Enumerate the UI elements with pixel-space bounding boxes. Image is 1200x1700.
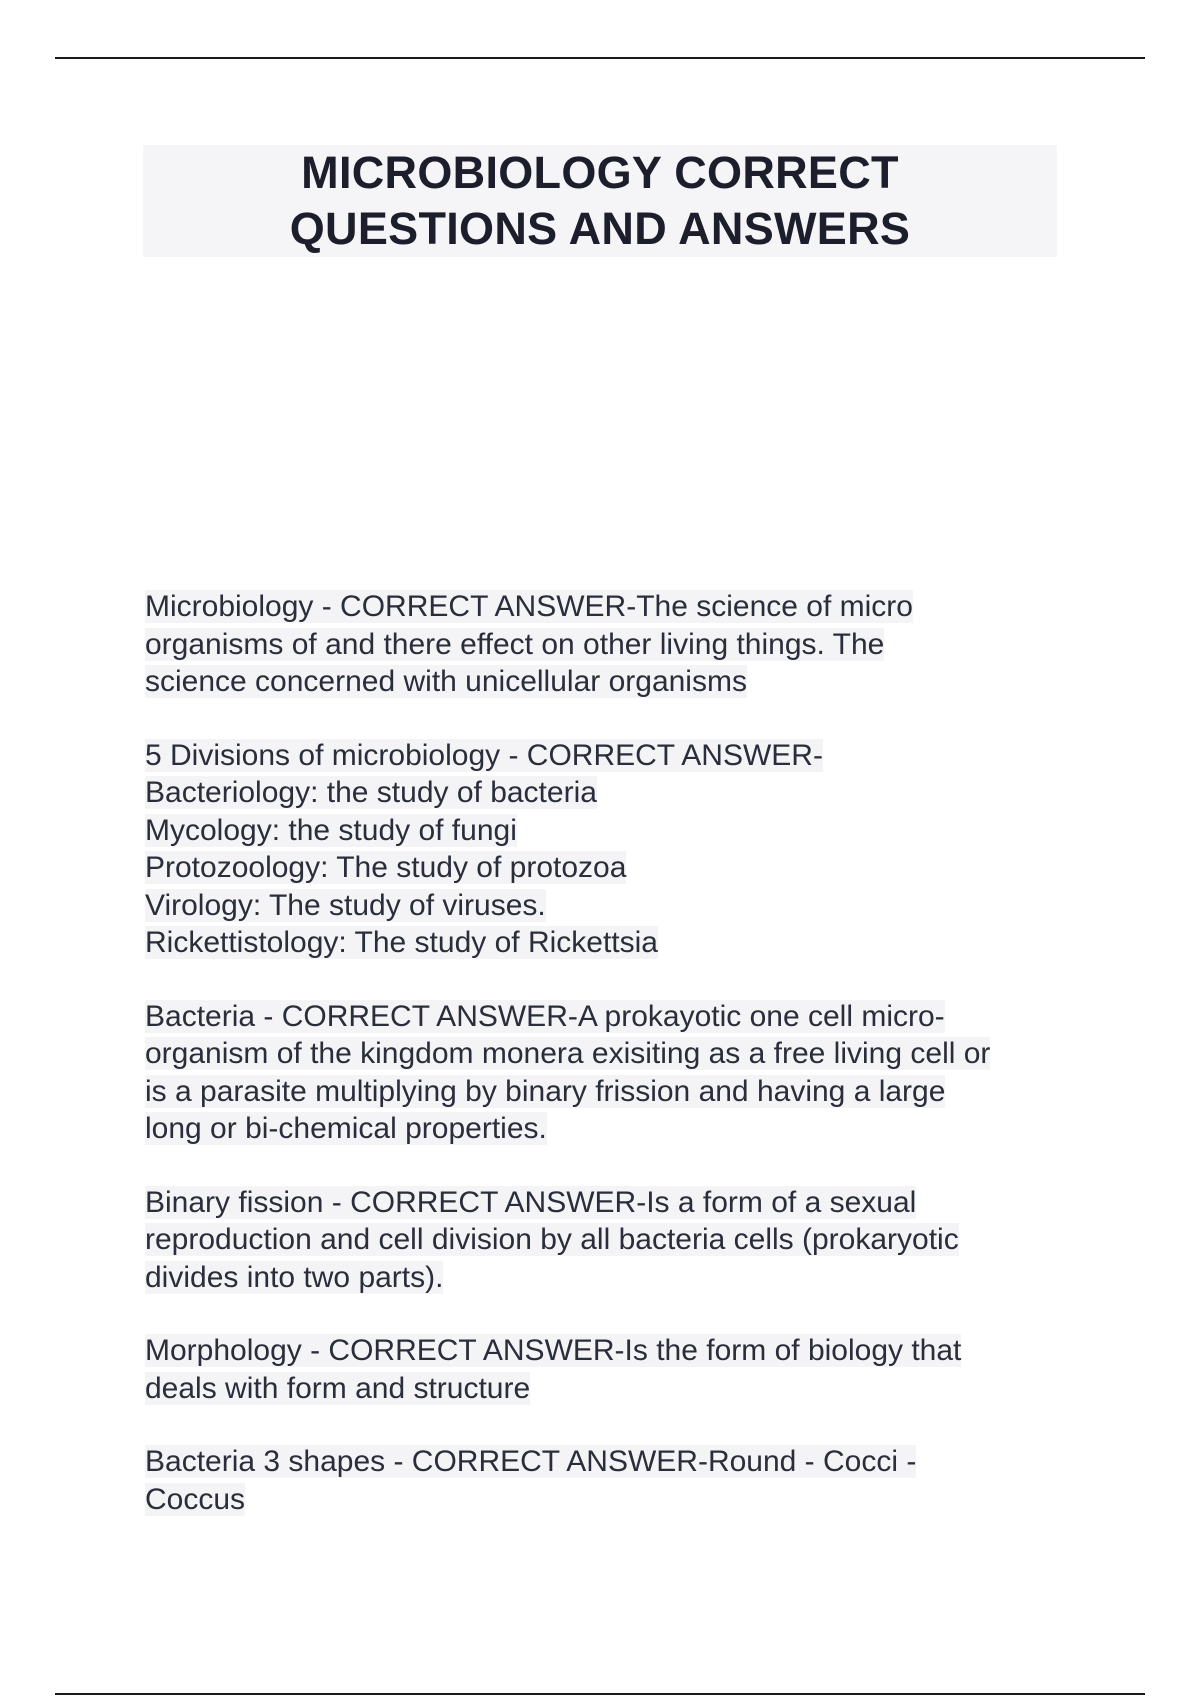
- qa-line: organism of the kingdom monera exisiting as a free living cell or: [145, 1037, 991, 1070]
- qa-line: science concerned with unicellular organisms: [145, 665, 747, 698]
- qa-list: [145, 588, 1085, 1554]
- qa-entry: [145, 1443, 1085, 1518]
- qa-entry: [145, 1332, 1085, 1407]
- qa-line: Virology: The study of viruses.: [145, 888, 546, 922]
- qa-line: Bacteria 3 shapes - CORRECT ANSWER-Round - Cocci -: [145, 1445, 917, 1478]
- qa-line: Protozoology: The study of protozoa: [145, 851, 627, 884]
- qa-line: Bacteriology: the study of bacteria: [145, 776, 597, 809]
- qa-line: Mycology: the study of fungi: [145, 813, 517, 847]
- title-line: QUESTIONS AND ANSWERS: [289, 203, 911, 254]
- qa-line: 5 Divisions of microbiology - CORRECT ANSWER-: [145, 738, 823, 772]
- qa-line: Binary fission - CORRECT ANSWER-Is a form of a sexual: [145, 1185, 917, 1219]
- qa-line: Coccus: [145, 1482, 246, 1516]
- qa-line: Microbiology - CORRECT ANSWER-The science of micro: [145, 590, 913, 623]
- top-rule: [55, 57, 1145, 59]
- qa-entry: [145, 1184, 1085, 1297]
- qa-line: Bacteria - CORRECT ANSWER-A prokayotic one cell micro-: [145, 999, 945, 1033]
- qa-line: Morphology - CORRECT ANSWER-Is the form of biology that: [145, 1334, 962, 1367]
- qa-entry: [145, 737, 1085, 962]
- qa-line: is a parasite multiplying by binary frission and having a large: [145, 1074, 946, 1108]
- qa-entry: [145, 998, 1085, 1148]
- qa-line: reproduction and cell division by all bacteria cells (prokaryotic: [145, 1223, 959, 1256]
- bottom-rule: [55, 1693, 1145, 1695]
- qa-line: deals with form and structure: [145, 1371, 531, 1405]
- qa-line: divides into two parts).: [145, 1260, 444, 1294]
- qa-entry: [145, 588, 1085, 701]
- qa-line: organisms of and there effect on other living things. The: [145, 627, 885, 661]
- qa-line: long or bi-chemical properties.: [145, 1112, 547, 1145]
- title-line: MICROBIOLOGY CORRECT: [301, 147, 899, 198]
- qa-line: Rickettistology: The study of Rickettsia: [145, 926, 658, 959]
- document-title: [143, 145, 1057, 257]
